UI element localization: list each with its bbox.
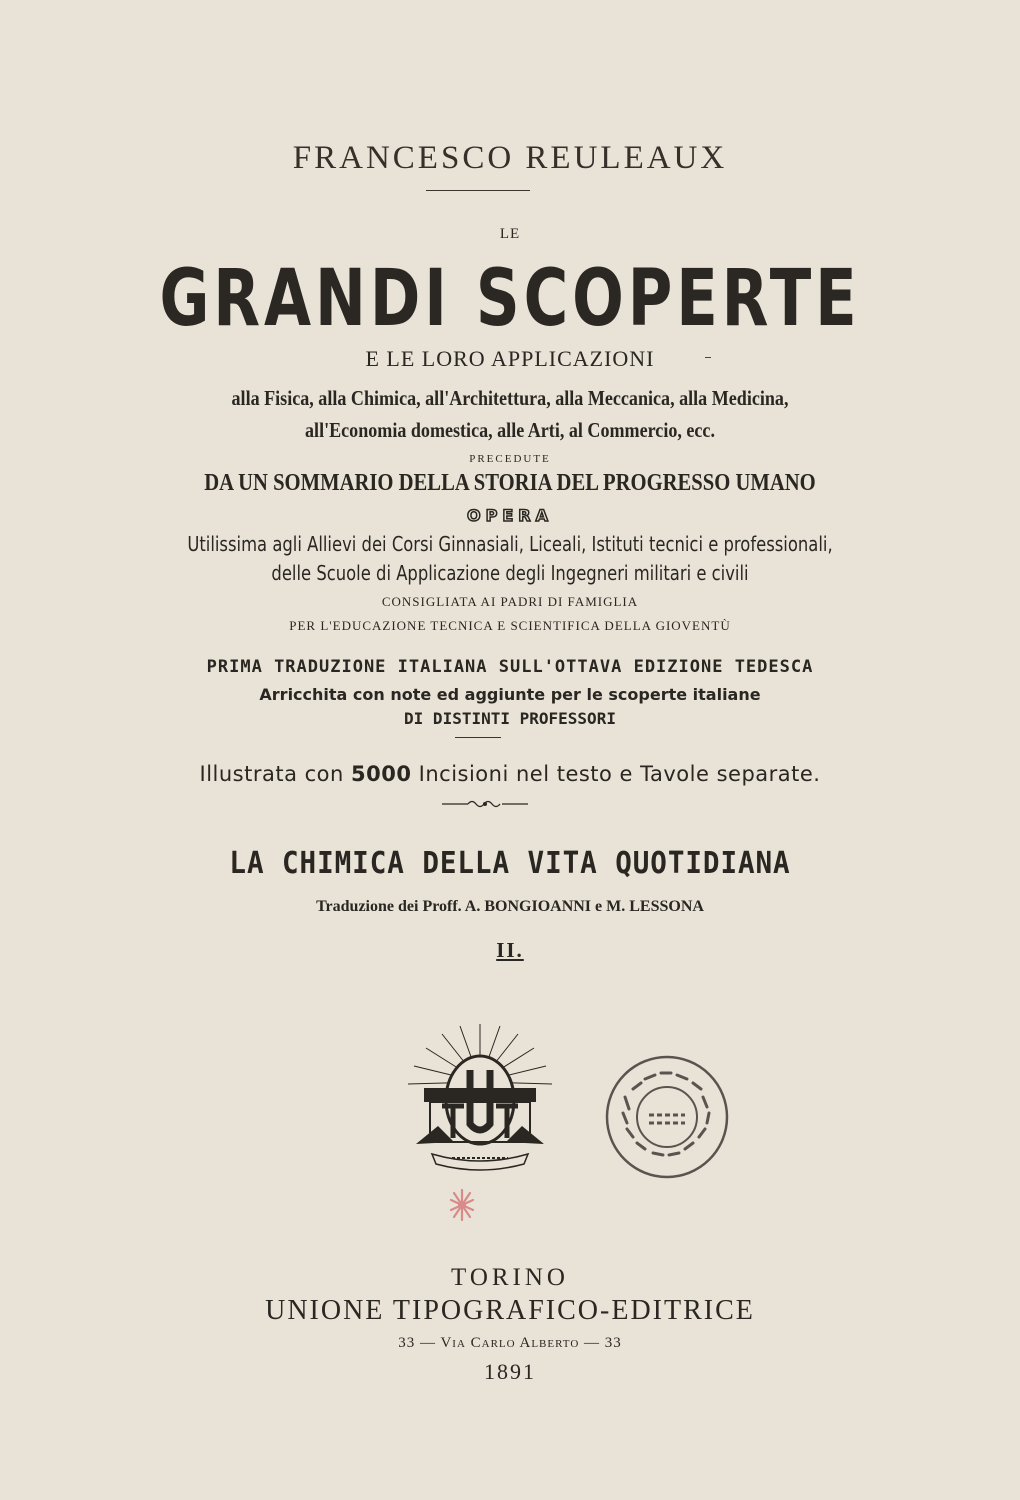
translation-line-1: PRIMA TRADUZIONE ITALIANA SULL'OTTAVA EDIZIONE TEDESCA	[206, 657, 814, 677]
imprint-publisher: UNIONE TIPOGRAFICO-EDITRICE	[265, 1295, 755, 1326]
professors-rule	[455, 737, 501, 738]
translation-line-3: DI DISTINTI PROFESSORI	[404, 709, 616, 728]
stray-mark	[705, 357, 711, 358]
author-rule	[426, 190, 530, 191]
precedute-label: PRECEDUTE	[469, 453, 551, 465]
illustrations-line: Illustrata con 5000 Incisioni nel testo e Tavole separate.	[199, 762, 821, 786]
fields-line-2: all'Economia domestica, alle Arti, al Commercio, ecc.	[305, 418, 715, 442]
fields-line-1: alla Fisica, alla Chimica, all'Architettura, alla Meccanica, alla Medicina,	[231, 386, 789, 410]
publisher-emblem-icon	[402, 1022, 558, 1172]
ornament-divider-icon	[440, 796, 530, 812]
imprint-city: TORINO	[451, 1264, 569, 1291]
author-name: FRANCESCO REULEAUX	[292, 140, 728, 176]
pretitle: LE	[499, 226, 521, 242]
main-title: GRANDI SCOPERTE	[159, 254, 861, 344]
translation-line-2: Arricchita con note ed aggiunte per le scoperte italiane	[259, 685, 761, 704]
description-line-2: delle Scuole di Applicazione degli Ingegneri militari e civili	[271, 561, 749, 585]
consigliata-line-2: PER L'EDUCAZIONE TECNICA E SCIENTIFICA DELLA GIOVENTÙ	[289, 618, 731, 633]
printer-star-icon	[449, 1188, 475, 1222]
subtitle: E LE LORO APPLICAZIONI	[365, 346, 655, 371]
library-stamp-icon	[603, 1053, 731, 1181]
illustrations-count: 5000	[351, 762, 412, 786]
volume-title: LA CHIMICA DELLA VITA QUOTIDIANA	[229, 846, 791, 881]
sommario-heading: DA UN SOMMARIO DELLA STORIA DEL PROGRESSO UMANO	[204, 470, 816, 496]
consigliata-line-1: CONSIGLIATA AI PADRI DI FAMIGLIA	[381, 594, 639, 609]
volume-number: II.	[496, 938, 524, 962]
translators-line: Traduzione dei Proff. A. BONGIOANNI e M. LESSONA	[316, 898, 704, 915]
opera-label: OPERA	[467, 506, 553, 525]
imprint-year: 1891	[484, 1359, 536, 1384]
description-line-1: Utilissima agli Allievi dei Corsi Ginnasiali, Liceali, Istituti tecnici e professionali,	[187, 532, 833, 556]
imprint-address: 33 — Via Carlo Alberto — 33	[398, 1335, 622, 1351]
